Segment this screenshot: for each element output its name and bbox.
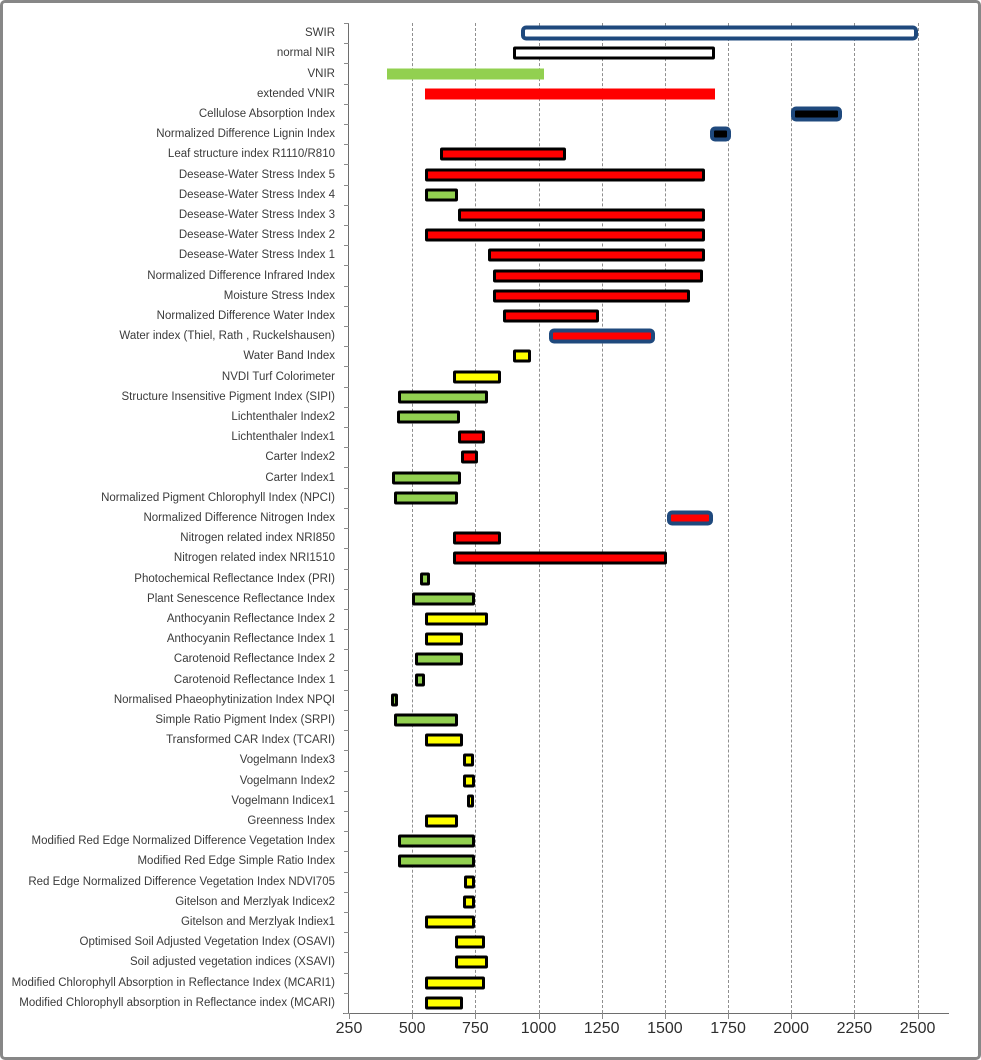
range-bar bbox=[394, 714, 457, 727]
y-tick bbox=[344, 427, 349, 428]
range-bar bbox=[420, 572, 430, 585]
category-label: Optimised Soil Adjusted Vegetation Index (OSAVI) bbox=[79, 936, 335, 949]
range-bar bbox=[387, 68, 544, 79]
category-label: Desease-Water Stress Index 1 bbox=[178, 249, 335, 262]
category-label: SWIR bbox=[304, 27, 335, 40]
x-tick bbox=[412, 1013, 413, 1019]
range-bar bbox=[392, 471, 461, 484]
category-label: Carter Index1 bbox=[265, 471, 335, 484]
range-bar bbox=[425, 229, 705, 242]
x-axis-tick-label: 1750 bbox=[710, 1020, 746, 1037]
range-bar bbox=[503, 309, 599, 322]
range-bar bbox=[397, 410, 460, 423]
range-bar bbox=[455, 936, 485, 949]
y-tick bbox=[344, 730, 349, 731]
y-tick bbox=[344, 508, 349, 509]
category-label: Leaf structure index R1110/R810 bbox=[167, 148, 335, 161]
category-label: Normalized Pigment Chlorophyll Index (NPCI) bbox=[101, 491, 335, 504]
gridline bbox=[791, 23, 792, 1013]
range-bar bbox=[549, 329, 655, 344]
category-label: Red Edge Normalized Difference Vegetation Index NDVI705 bbox=[28, 875, 335, 888]
x-tick bbox=[665, 1013, 666, 1019]
range-bar bbox=[453, 552, 668, 565]
category-label: Modified Chlorophyll Absorption in Reflectance Index (MCARI1) bbox=[11, 976, 335, 989]
y-tick bbox=[344, 649, 349, 650]
y-tick bbox=[344, 589, 349, 590]
range-bar bbox=[521, 26, 918, 41]
gridline bbox=[728, 23, 729, 1013]
x-axis-tick-label: 1250 bbox=[583, 1020, 620, 1037]
category-label: Moisture Stress Index bbox=[223, 289, 335, 302]
x-tick bbox=[349, 1013, 350, 1019]
category-label: Lichtenthaler Index2 bbox=[231, 410, 335, 423]
category-label: Water index (Thiel, Rath , Ruckelshausen) bbox=[119, 330, 335, 343]
y-tick bbox=[344, 185, 349, 186]
y-tick bbox=[344, 710, 349, 711]
range-bar bbox=[463, 774, 476, 787]
y-tick bbox=[344, 548, 349, 549]
range-bar bbox=[455, 956, 488, 969]
range-bar bbox=[425, 916, 476, 929]
category-label: Anthocyanin Reflectance Index 1 bbox=[166, 633, 335, 646]
range-bar bbox=[791, 106, 842, 121]
x-tick bbox=[602, 1013, 603, 1019]
range-bar bbox=[467, 794, 475, 807]
y-tick bbox=[344, 346, 349, 347]
y-tick bbox=[344, 629, 349, 630]
y-tick bbox=[344, 265, 349, 266]
y-tick bbox=[344, 407, 349, 408]
x-axis-tick-label: 2000 bbox=[773, 1020, 810, 1037]
range-bar bbox=[464, 875, 475, 888]
range-bar bbox=[415, 673, 425, 686]
y-tick bbox=[344, 670, 349, 671]
category-label: normal NIR bbox=[276, 47, 335, 60]
category-label: Soil adjusted vegetation indices (XSAVI) bbox=[130, 956, 335, 969]
y-tick bbox=[344, 245, 349, 246]
y-tick bbox=[344, 912, 349, 913]
category-label: Modified Red Edge Simple Ratio Index bbox=[137, 855, 335, 868]
range-bar bbox=[493, 269, 703, 282]
y-tick bbox=[344, 569, 349, 570]
range-bar bbox=[425, 976, 486, 989]
y-tick bbox=[344, 872, 349, 873]
y-tick bbox=[344, 609, 349, 610]
category-label: NVDI Turf Colorimeter bbox=[221, 370, 335, 383]
category-label: Nitrogen related index NRI850 bbox=[180, 532, 335, 545]
category-label: Normalized Difference Water Index bbox=[156, 309, 335, 322]
range-bar bbox=[425, 996, 463, 1009]
range-bar bbox=[458, 208, 706, 221]
category-label: Simple Ratio Pigment Index (SRPI) bbox=[155, 714, 335, 727]
x-axis-tick-label: 250 bbox=[335, 1020, 363, 1037]
category-label: Normalised Phaeophytinization Index NPQI bbox=[113, 693, 335, 706]
range-bar bbox=[458, 431, 486, 444]
gridline bbox=[854, 23, 855, 1013]
y-tick bbox=[344, 124, 349, 125]
range-bar bbox=[391, 693, 398, 706]
category-label: Vogelmann Indicex1 bbox=[231, 794, 335, 807]
range-bar bbox=[425, 734, 463, 747]
category-label: Plant Senescence Reflectance Index bbox=[147, 592, 335, 605]
x-axis-tick-label: 2500 bbox=[899, 1020, 936, 1037]
category-label: Carter Index2 bbox=[265, 451, 335, 464]
range-bar bbox=[425, 815, 458, 828]
category-label: Lichtenthaler Index1 bbox=[231, 431, 335, 444]
y-tick bbox=[344, 892, 349, 893]
y-axis-line bbox=[348, 23, 349, 1013]
range-bar bbox=[513, 47, 715, 60]
category-label: Vogelmann Index3 bbox=[239, 754, 335, 767]
range-bar bbox=[513, 350, 531, 363]
category-label: Structure Insensitive Pigment Index (SIPI) bbox=[121, 390, 335, 403]
y-tick bbox=[344, 104, 349, 105]
range-bar bbox=[667, 511, 712, 526]
y-tick bbox=[344, 63, 349, 64]
x-tick bbox=[728, 1013, 729, 1019]
category-label: Carotenoid Reflectance Index 1 bbox=[173, 673, 335, 686]
y-tick bbox=[344, 164, 349, 165]
category-label: Transformed CAR Index (TCARI) bbox=[166, 734, 335, 747]
range-bar bbox=[394, 491, 457, 504]
range-bar bbox=[425, 613, 488, 626]
x-tick bbox=[854, 1013, 855, 1019]
y-tick bbox=[344, 791, 349, 792]
x-tick bbox=[475, 1013, 476, 1019]
x-axis-line bbox=[343, 1013, 949, 1014]
y-tick bbox=[344, 528, 349, 529]
range-bar bbox=[461, 451, 477, 464]
category-label: Gitelson and Merzlyak Indicex2 bbox=[175, 895, 335, 908]
y-tick bbox=[344, 286, 349, 287]
category-label: Modified Red Edge Normalized Difference Vegetation Index bbox=[31, 835, 335, 848]
x-tick bbox=[918, 1013, 919, 1019]
y-tick bbox=[344, 387, 349, 388]
y-tick bbox=[344, 205, 349, 206]
y-tick bbox=[344, 811, 349, 812]
y-tick bbox=[344, 932, 349, 933]
category-label: VNIR bbox=[307, 67, 335, 80]
category-label: Vogelmann Index2 bbox=[239, 774, 335, 787]
category-label: extended VNIR bbox=[257, 87, 335, 100]
range-bar bbox=[440, 148, 566, 161]
x-axis-tick-label: 1000 bbox=[520, 1020, 557, 1037]
range-bar bbox=[398, 855, 475, 868]
range-bar bbox=[463, 754, 474, 767]
range-bar bbox=[453, 370, 501, 383]
range-bar bbox=[425, 633, 463, 646]
y-tick bbox=[344, 144, 349, 145]
y-tick bbox=[344, 771, 349, 772]
y-tick bbox=[344, 488, 349, 489]
x-axis-tick-label: 1500 bbox=[647, 1020, 683, 1037]
y-tick bbox=[344, 750, 349, 751]
y-tick bbox=[344, 690, 349, 691]
x-axis-tick-label: 2250 bbox=[836, 1020, 873, 1037]
range-bar bbox=[710, 127, 730, 142]
y-tick bbox=[344, 225, 349, 226]
range-bar bbox=[463, 895, 476, 908]
category-label: Desease-Water Stress Index 2 bbox=[178, 229, 335, 242]
range-bar bbox=[398, 835, 475, 848]
category-label: Normalized Difference Nitrogen Index bbox=[143, 512, 335, 524]
y-tick bbox=[344, 973, 349, 974]
category-label: Desease-Water Stress Index 5 bbox=[178, 168, 335, 181]
y-tick bbox=[344, 306, 349, 307]
category-label: Photochemical Reflectance Index (PRI) bbox=[134, 572, 335, 585]
range-bar bbox=[425, 88, 716, 99]
category-label: Normalized Difference Infrared Index bbox=[147, 269, 335, 282]
range-bar bbox=[453, 532, 501, 545]
range-bar bbox=[398, 390, 488, 403]
range-bar bbox=[425, 168, 705, 181]
category-label: Desease-Water Stress Index 4 bbox=[178, 188, 335, 201]
category-label: Modified Chlorophyll absorption in Reflectance index (MCARI) bbox=[19, 996, 335, 1009]
range-bar bbox=[415, 653, 463, 666]
range-bar bbox=[488, 249, 705, 262]
gridline bbox=[918, 23, 919, 1013]
y-tick bbox=[344, 851, 349, 852]
y-tick bbox=[344, 366, 349, 367]
y-tick bbox=[344, 447, 349, 448]
category-label: Gitelson and Merzlyak Indiex1 bbox=[180, 916, 335, 929]
x-axis-tick-label: 750 bbox=[461, 1020, 489, 1037]
x-axis-tick-label: 500 bbox=[398, 1020, 426, 1037]
y-tick bbox=[344, 84, 349, 85]
y-tick bbox=[344, 326, 349, 327]
y-tick bbox=[344, 467, 349, 468]
y-tick bbox=[344, 23, 349, 24]
x-tick bbox=[791, 1013, 792, 1019]
y-tick bbox=[344, 952, 349, 953]
y-tick bbox=[344, 43, 349, 44]
category-label: Desease-Water Stress Index 3 bbox=[178, 208, 335, 221]
category-label: Nitrogen related index NRI1510 bbox=[173, 552, 335, 565]
category-label: Cellulose Absorption Index bbox=[198, 107, 335, 120]
range-bar bbox=[425, 188, 458, 201]
range-bar bbox=[493, 289, 690, 302]
y-tick bbox=[344, 993, 349, 994]
x-tick bbox=[539, 1013, 540, 1019]
category-label: Greenness Index bbox=[247, 815, 335, 828]
range-bar bbox=[412, 592, 475, 605]
y-tick bbox=[344, 831, 349, 832]
category-label: Carotenoid Reflectance Index 2 bbox=[173, 653, 335, 666]
category-label: Anthocyanin Reflectance Index 2 bbox=[166, 613, 335, 626]
category-label: Water Band Index bbox=[243, 350, 335, 363]
category-label: Normalized Difference Lignin Index bbox=[156, 128, 335, 141]
